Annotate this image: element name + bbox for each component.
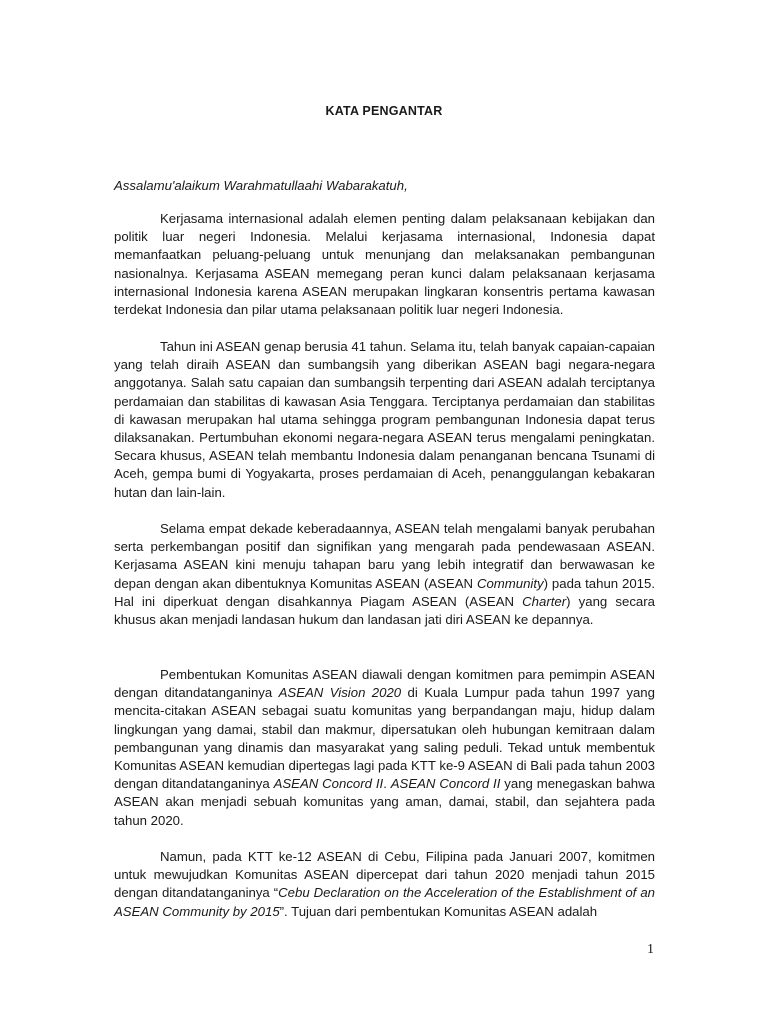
paragraph-4-italic-concord-1: ASEAN Concord II [273, 776, 384, 792]
paragraph-5-text-2: ”. Tujuan dari pembentukan Komunitas ASEAN adalah [279, 903, 598, 919]
paragraph-5-text-1: Namun, pada KTT ke-12 ASEAN di Cebu, Filipina pada Januari 2007, komitmen untuk mewujudkan Komunitas ASEAN dipercepat dari tahun 2020 menjadi tahun 2015 dengan ditandatanganinya “ [114, 849, 655, 901]
paragraph-4-text-4: yang menegaskan bahwa ASEAN akan menjadi sebuah komunitas yang aman, damai, stabil, dan sejahtera pada tahun 2020. [114, 776, 655, 828]
page-title: KATA PENGANTAR [325, 104, 443, 118]
paragraph-4 [114, 666, 655, 830]
paragraph-5 [114, 848, 655, 921]
page-number: 1 [647, 942, 654, 957]
paragraph-3 [114, 520, 655, 629]
paragraph-1: Kerjasama internasional adalah elemen penting dalam pelaksanaan kebijakan dan politik luar negeri Indonesia. Melalui kerjasama internasional, Indonesia dapat memanfaatkan peluang-peluang untuk menunjang dan melaksanakan pembangunan nasionalnya. Kerjasama ASEAN memegang peran kunci dalam pelaksanaan kerjasama internasional Indonesia karena ASEAN merupakan lingkaran konsentris pertama kawasan terdekat Indonesia dan pilar utama pelaksanaan politik luar negeri Indonesia. [114, 211, 655, 318]
paragraph-4-italic-vision: ASEAN Vision 2020 [278, 685, 402, 701]
paragraph-4-italic-concord-2: ASEAN Concord II [390, 776, 501, 792]
paragraph-3-text-3: ) yang secara khusus akan menjadi landasan hukum dan landasan jati diri ASEAN ke depannya. [114, 593, 655, 628]
paragraph-3-text-2: ) pada tahun 2015. Hal ini diperkuat dengan disahkannya Piagam ASEAN (ASEAN [114, 575, 655, 609]
paragraph-4-text-1: Pembentukan Komunitas ASEAN diawali dengan komitmen para pemimpin ASEAN dengan ditandatanganinya [114, 667, 655, 701]
paragraph-3-italic-charter: Charter [522, 593, 567, 609]
paragraph-4-text-3: . [383, 776, 391, 792]
paragraph-3-text-1: Selama empat dekade keberadaannya, ASEAN telah mengalami banyak perubahan serta perkembangan positif dan signifikan yang mengarah pada pendewasaan ASEAN. Kerjasama ASEAN kini menuju tahapan baru yang lebih integratif dan berwawasan ke depan dengan akan dibentuknya Komunitas ASEAN (ASEAN [114, 521, 655, 591]
paragraph-3-italic-community: Community [476, 575, 544, 591]
paragraph-4-text-2: di Kuala Lumpur pada tahun 1997 yang mencita-citakan ASEAN sebagai suatu komunitas yang berpandangan maju, hidup dalam lingkungan yang damai, stabil dan makmur, dipersatukan oleh hubungan kemitraan dalam pembangunan yang dinamis dan masyarakat yang saling peduli. Tekad untuk membentuk Komunitas ASEAN kemudian dipertegas lagi pada KTT ke-9 ASEAN di Bali pada tahun 2003 dengan ditandatanganinya [114, 685, 655, 792]
paragraph-5-italic-cebu: Cebu Declaration on the Acceleration of the Establishment of an ASEAN Community by 2015 [114, 885, 655, 919]
paragraph-2: Tahun ini ASEAN genap berusia 41 tahun. Selama itu, telah banyak capaian-capaian yang telah diraih ASEAN dan sumbangsih yang diberikan ASEAN bagi negara-negara anggotanya. Salah satu capaian dan sumbangsih terpenting dari ASEAN adalah terciptanya perdamaian dan stabilitas di kawasan Asia Tenggara. Terciptanya perdamaian dan stabilitas di kawasan merupakan hal utama sehingga program pembangunan Indonesia dapat terus dilaksanakan. Pertumbuhan ekonomi negara-negara ASEAN terus mengalami peningkatan. Secara khusus, ASEAN telah membantu Indonesia dalam penanganan bencana Tsunami di Aceh, gempa bumi di Yogyakarta, proses perdamaian di Aceh, penanggulangan kebakaran hutan dan lain-lain. [114, 339, 655, 500]
greeting: Assalamu'alaikum Warahmatullaahi Wabarakatuh, [114, 178, 408, 193]
